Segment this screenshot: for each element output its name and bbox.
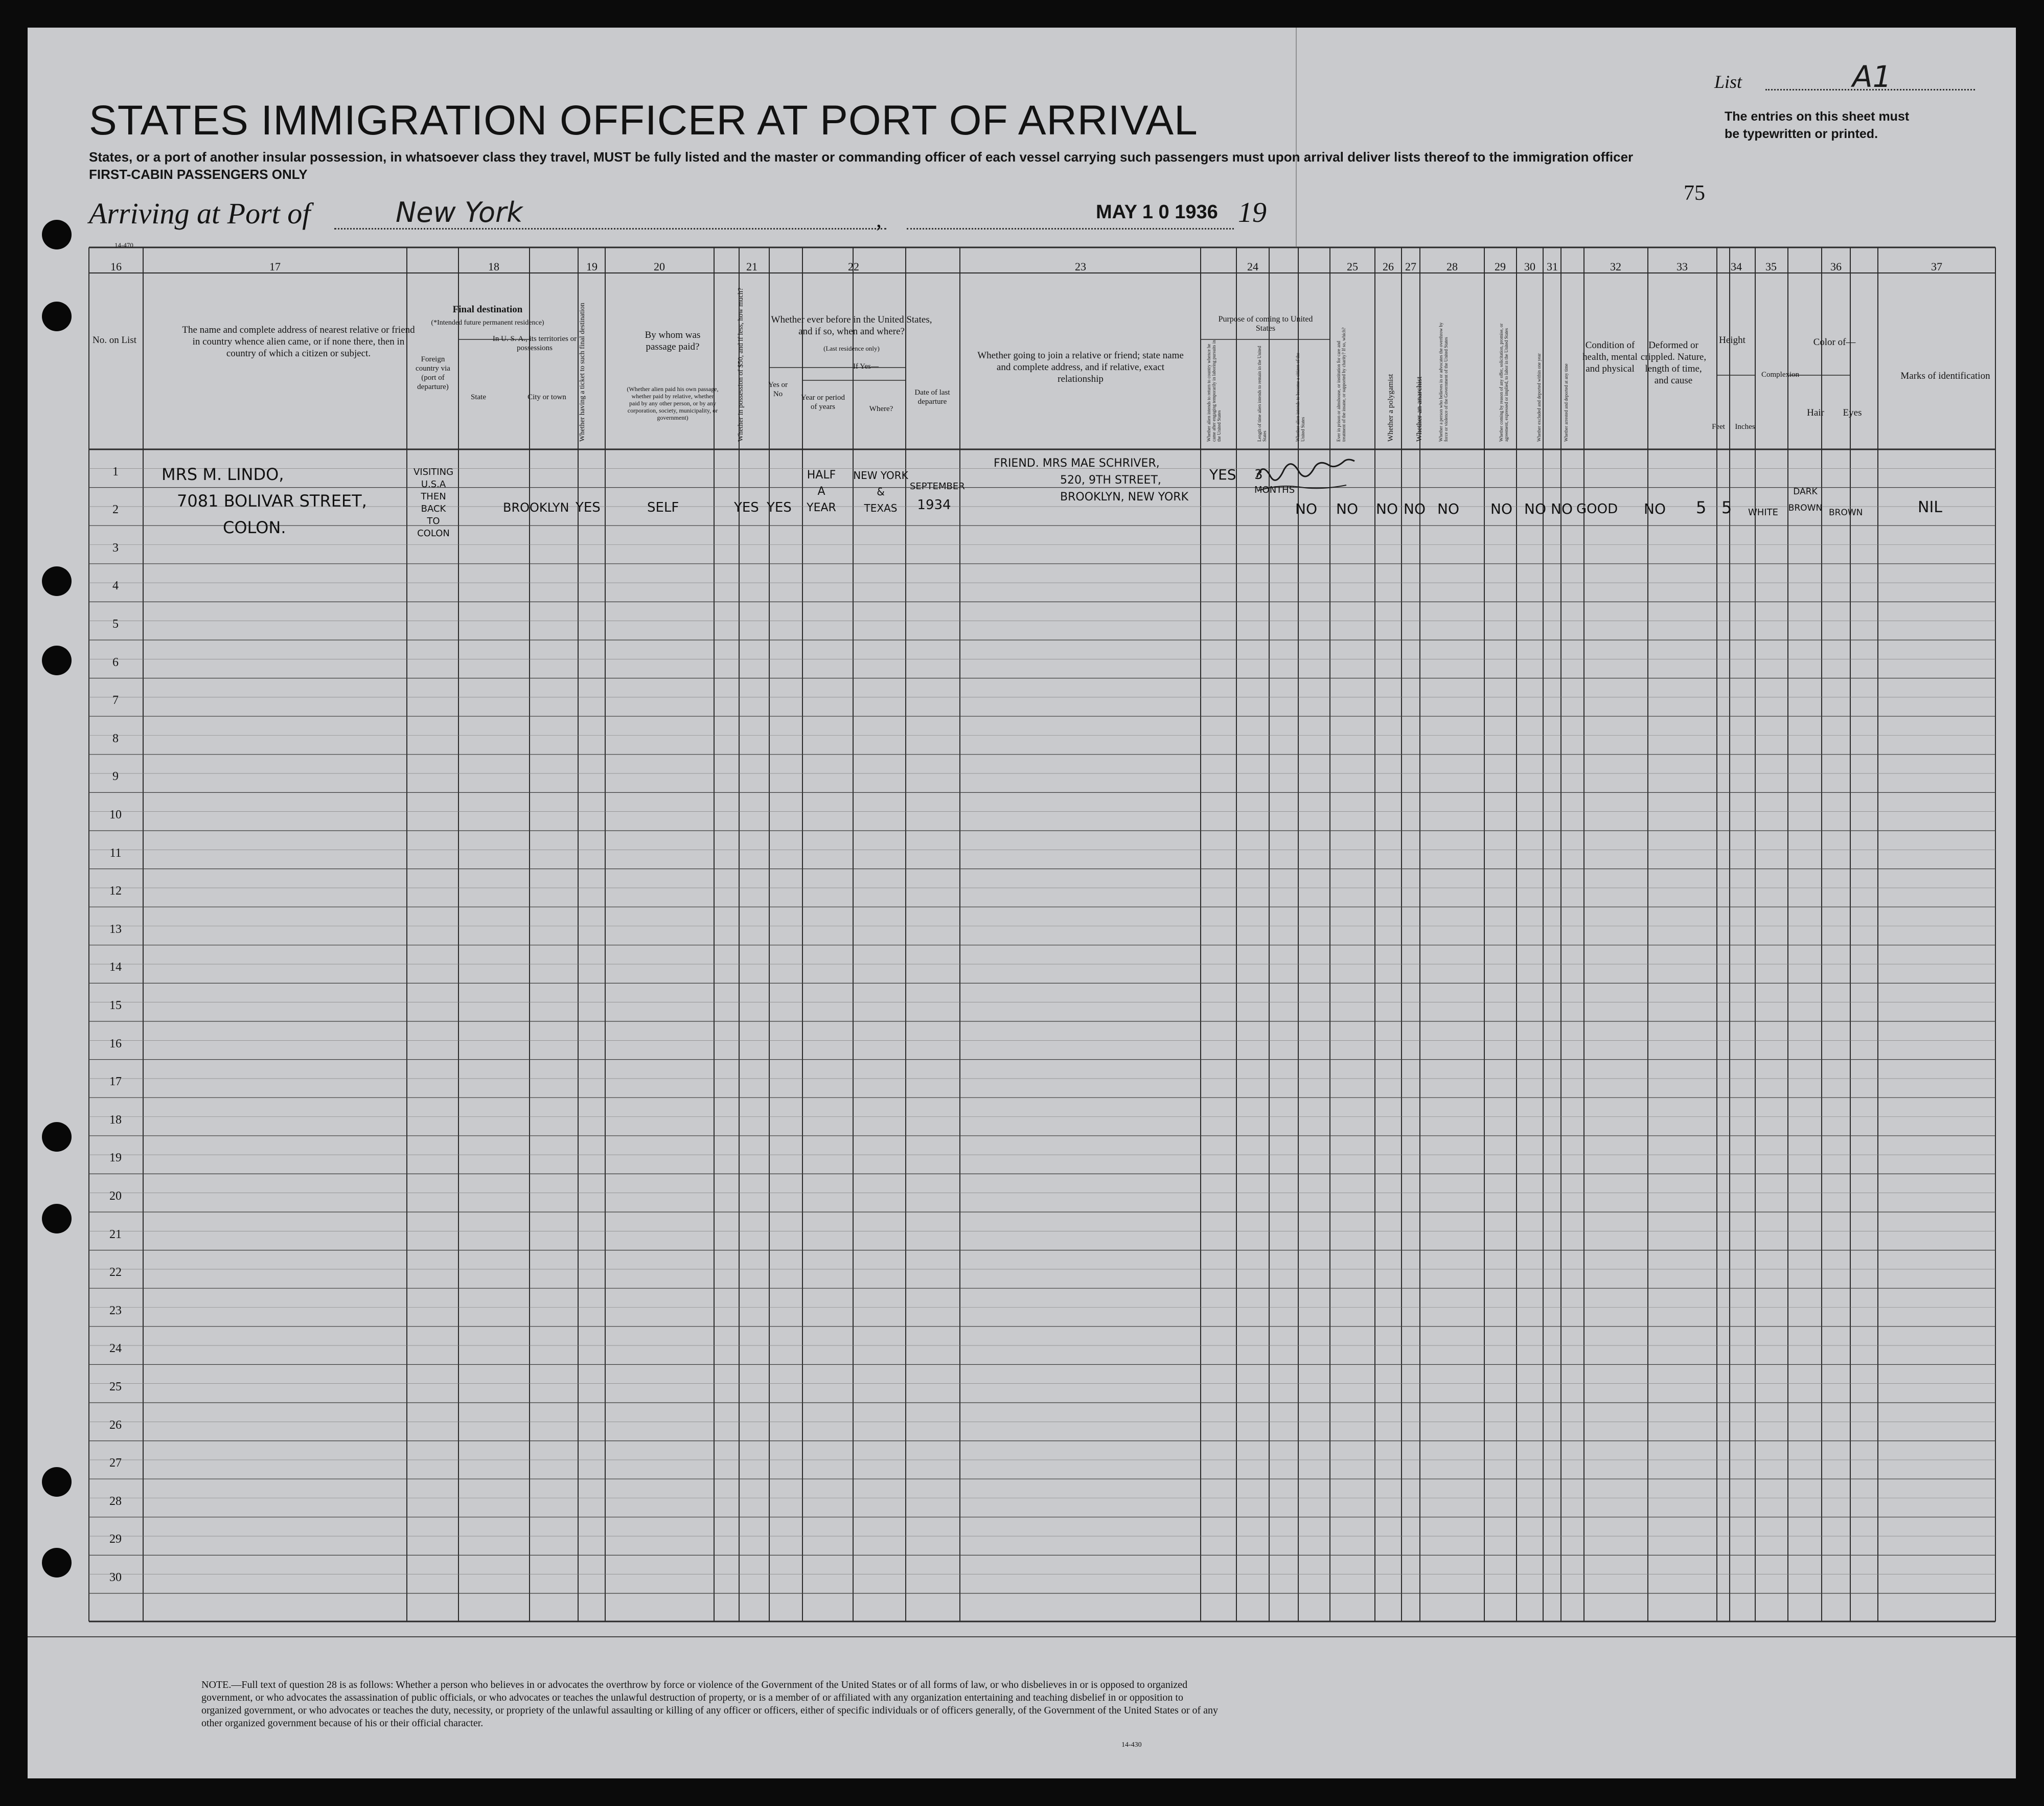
header-ticket: Whether having a ticket to such final destination xyxy=(579,303,586,442)
entry-hair-line-2: BROWN xyxy=(1788,503,1823,513)
column-number: 30 xyxy=(1524,260,1535,273)
page-title: STATES IMMIGRATION OFFICER AT PORT OF ARRIVAL xyxy=(89,97,1198,144)
header-eyes: Eyes xyxy=(1843,407,1862,418)
entries-note-line-1: The entries on this sheet must xyxy=(1725,109,1910,124)
list-line xyxy=(1765,89,1975,90)
row-number: 23 xyxy=(109,1304,122,1317)
entry-condition: GOOD xyxy=(1576,501,1618,517)
header-if-yes: If Yes— xyxy=(853,362,879,371)
column-number: 31 xyxy=(1547,260,1558,273)
entry-prison: NO xyxy=(1336,500,1358,517)
column-number: 26 xyxy=(1383,260,1394,273)
header-ever-before: Whether ever before in the United States, and if so, when and where? xyxy=(771,314,932,337)
row-number: 16 xyxy=(109,1037,122,1050)
row-number: 28 xyxy=(109,1494,122,1508)
row-number: 19 xyxy=(109,1151,122,1165)
row-number: 13 xyxy=(109,922,122,936)
port-value: New York xyxy=(396,196,523,228)
entry-paid-by: SELF xyxy=(647,500,679,515)
row-number: 8 xyxy=(112,731,119,745)
table-grid xyxy=(28,28,2016,1778)
row-number: 29 xyxy=(109,1533,122,1546)
header-inches: Inches xyxy=(1735,423,1755,431)
date-stamp: MAY 1 0 1936 xyxy=(1096,201,1218,223)
entry-foreign-line-5: TO xyxy=(427,516,440,527)
header-complexion: Complexion xyxy=(1761,371,1800,379)
header-last-residence: (Last residence only) xyxy=(823,345,880,352)
punch-hole xyxy=(42,1548,72,1578)
header-in-usa: In U. S. A., its territories or possessions xyxy=(492,335,577,352)
row-number: 18 xyxy=(109,1113,122,1127)
column-number: 33 xyxy=(1676,260,1688,273)
entry-relative-line-1: MRS M. LINDO, xyxy=(162,465,284,484)
header-purpose-citizen: Whether alien intends to become a citizen of the United States xyxy=(1295,353,1305,442)
header-marks: Marks of identification xyxy=(1900,371,1990,381)
entry-joining-line-2: 520, 9TH STREET, xyxy=(1060,474,1161,487)
entry-foreign-line-6: COLON xyxy=(417,528,450,539)
entry-city: BROOKLYN xyxy=(503,500,569,515)
header-prison: Ever in prison or almshouse, or institution for care and treatment of the insane, or supported by charity? If so, which? xyxy=(1336,327,1346,442)
row-number: 17 xyxy=(109,1075,122,1089)
entry-inches: 5 xyxy=(1721,498,1732,517)
header-final-destination-note: (*Intended future permanent residence) xyxy=(431,319,544,327)
entry-anarchist: NO xyxy=(1404,500,1426,517)
row-number: 22 xyxy=(109,1266,122,1279)
entry-where-line-3: TEXAS xyxy=(864,502,898,514)
header-by-whom-paid: By whom was passage paid? xyxy=(645,330,701,352)
entry-foreign-line-1: VISITING xyxy=(413,467,454,477)
punch-hole xyxy=(42,566,72,596)
header-condition: Condition of health, mental and physical xyxy=(1582,340,1638,374)
punch-hole xyxy=(42,302,72,331)
column-number: 37 xyxy=(1931,260,1942,273)
first-cabin-label: FIRST-CABIN PASSENGERS ONLY xyxy=(89,167,308,182)
entry-ever-before: YES xyxy=(767,500,792,515)
punch-hole xyxy=(42,646,72,675)
header-q29: Whether coming by reason of any offer, solicitation, promise, or agreement, expressed or implied, to labor in the United States xyxy=(1499,323,1509,442)
column-number: 18 xyxy=(488,260,499,273)
header-date-departure: Date of last departure xyxy=(914,388,950,406)
entry-relative xyxy=(162,461,367,541)
row-number: 24 xyxy=(109,1342,122,1356)
entry-deformed: NO xyxy=(1644,500,1666,517)
entry-foreign-line-2: U.S.A xyxy=(421,479,446,490)
entry-joining-line-1: FRIEND. MRS MAE SCHRIVER, xyxy=(994,457,1160,470)
column-number: 35 xyxy=(1765,260,1777,273)
header-polygamist: Whether a polygamist xyxy=(1387,374,1395,442)
entry-intend-citizen: NO xyxy=(1295,500,1317,517)
entry-eyes: BROWN xyxy=(1829,508,1863,518)
header-possession-50: Whether in possession of $50, and if less, how much? xyxy=(737,287,745,442)
header-foreign-country: Foreign country via (port of departure) xyxy=(416,355,450,391)
header-joining: Whether going to join a relative or friend; state name and complete address, and if relative, exact relationship xyxy=(977,350,1184,384)
entry-relative-line-3: COLON. xyxy=(223,518,286,537)
row-number: 20 xyxy=(109,1190,122,1203)
column-number: 34 xyxy=(1731,260,1742,273)
entry-foreign-line-3: THEN xyxy=(421,491,446,502)
entry-ticket: YES xyxy=(576,500,601,515)
row-number: 5 xyxy=(112,618,119,631)
header-hair: Hair xyxy=(1807,407,1824,418)
header-purpose-return: Whether alien intends to return to country whence he came after engaging temporarily in laboring pursuits in the United States xyxy=(1206,340,1222,442)
list-label: List xyxy=(1714,72,1742,92)
row-number: 30 xyxy=(109,1571,122,1584)
header-purpose-length: Length of time alien intends to remain in the United States xyxy=(1257,346,1267,442)
header-period-years: Year or period of years xyxy=(801,394,845,411)
column-number: 16 xyxy=(110,260,122,273)
arriving-label: Arriving at Port of xyxy=(89,197,311,230)
entries-note-line-2: be typewritten or printed. xyxy=(1725,127,1878,141)
header-q28: Whether a person who believes in or advocates the overthrow by force or violence of the Government of the United States xyxy=(1438,322,1449,442)
subtitle: States, or a port of another insular possession, in whatsoever class they travel, MUST be fully listed and the master or commanding officer of each vessel carrying such passengers must upon arrival deliver lists thereof to the immigration officer xyxy=(89,149,1634,165)
entry-q28: NO xyxy=(1437,500,1459,517)
row-number: 26 xyxy=(109,1418,122,1432)
entry-foreign-line-4: BACK xyxy=(421,504,446,514)
date-line xyxy=(907,228,1234,230)
punch-hole xyxy=(42,1122,72,1152)
entry-relative-line-2: 7081 BOLIVAR STREET, xyxy=(177,491,367,511)
entry-where-line-2: & xyxy=(877,486,885,498)
punch-hole xyxy=(42,1204,72,1233)
entry-date-line-1: SEPTEMBER xyxy=(910,481,965,492)
entry-length-line-1: 3 xyxy=(1254,467,1263,483)
comma-1: , xyxy=(876,207,882,232)
header-feet: Feet xyxy=(1712,423,1725,431)
entry-polygamist: NO xyxy=(1376,500,1398,517)
year-prefix: 19 xyxy=(1238,197,1267,228)
row-number: 27 xyxy=(109,1456,122,1470)
entry-date-departure xyxy=(910,477,965,514)
header-city: City or town xyxy=(527,393,566,401)
column-number: 36 xyxy=(1830,260,1842,273)
row-number: 4 xyxy=(112,579,119,593)
form-number-top: 14-470 xyxy=(114,241,133,249)
header-state: State xyxy=(471,393,486,401)
row-number: 6 xyxy=(112,655,119,669)
entry-period-line-1: HALF xyxy=(807,469,836,482)
entry-q31: NO xyxy=(1551,500,1573,517)
entry-period-line-2: A xyxy=(817,485,825,498)
row-number: 9 xyxy=(112,770,119,784)
column-number: 17 xyxy=(269,260,281,273)
row-number: 11 xyxy=(109,846,122,860)
row-number: 12 xyxy=(109,884,122,898)
entry-length-line-2: MONTHS xyxy=(1254,485,1295,495)
row-number: 25 xyxy=(109,1380,122,1393)
entry-length-of-stay xyxy=(1254,467,1295,498)
column-number: 27 xyxy=(1405,260,1416,273)
column-number: 20 xyxy=(654,260,665,273)
header-relative-address: The name and complete address of nearest relative or friend in country whence alien came, or if none there, then in country of which a citizen or subject. xyxy=(182,325,415,359)
entry-period-line-3: YEAR xyxy=(807,501,836,514)
entry-complexion: WHITE xyxy=(1748,507,1779,518)
column-number: 23 xyxy=(1075,260,1086,273)
manifest-sheet xyxy=(28,28,2016,1778)
header-deformed: Deformed or crippled. Nature, length of time, and cause xyxy=(1640,340,1707,386)
header-purpose: Purpose of coming to United States xyxy=(1218,315,1313,333)
column-number: 25 xyxy=(1347,260,1358,273)
column-number: 19 xyxy=(586,260,598,273)
list-value: A1 xyxy=(1852,59,1892,94)
entry-period xyxy=(806,467,837,516)
entry-where xyxy=(853,467,909,516)
entry-q30: NO xyxy=(1524,500,1546,517)
header-height: Height xyxy=(1719,335,1746,346)
entry-q29: NO xyxy=(1490,500,1512,517)
entry-joining xyxy=(994,455,1188,506)
header-q30: Whether excluded and deported within one year xyxy=(1536,353,1542,442)
entry-hair xyxy=(1788,484,1823,516)
entry-possession-50: YES xyxy=(734,500,759,515)
entry-hair-line-1: DARK xyxy=(1793,487,1818,497)
row-number: 7 xyxy=(112,694,119,707)
header-where: Where? xyxy=(869,405,893,413)
punch-hole xyxy=(42,220,72,249)
header-yes-or-no: Yes or No xyxy=(768,381,788,398)
header-by-whom-paid-note: (Whether alien paid his own passage, whether paid by relative, whether paid by any other person, or by any corporation, society, municipality, or government) xyxy=(627,385,719,421)
row-number: 10 xyxy=(109,808,122,821)
entry-marks: NIL xyxy=(1918,498,1943,516)
row-number: 15 xyxy=(109,999,122,1012)
header-final-destination: Final destination xyxy=(452,304,523,315)
column-number: 28 xyxy=(1446,260,1458,273)
footnote: NOTE.—Full text of question 28 is as follows: Whether a person who believes in or advocates the overthrow by force or violence of the Government of the United States or of all forms of law, or who disbelieves in or is opposed to organized government, or who advocates the assassination of public officials, or who advocates or teaches the unlawful destruction of property, or is a member of or affiliated with any organization entertaining and teaching disbelief in or opposition to organized government, or who advocates or teaches the duty, necessity, or propriety of the unlawful assaulting or killing of any officer or officers, either of specific individuals or of officers generally, of the Government of the United States or of any other organized government because of his or their official character. xyxy=(201,1679,1219,1729)
column-number: 29 xyxy=(1495,260,1506,273)
row-number: 3 xyxy=(112,541,119,555)
row-number: 1 xyxy=(112,465,119,478)
row-number: 2 xyxy=(112,503,119,517)
entry-foreign-country xyxy=(410,466,457,540)
column-number: 32 xyxy=(1610,260,1621,273)
entry-purpose-return: YES xyxy=(1209,466,1236,483)
column-number: 24 xyxy=(1247,260,1258,273)
form-number-bottom: 14-430 xyxy=(1121,1741,1142,1749)
entry-joining-line-3: BROOKLYN, NEW YORK xyxy=(1060,491,1189,504)
header-q31: Whether arrested and deported at any time xyxy=(1564,363,1569,442)
header-anarchist: Whether an anarchist xyxy=(1415,376,1423,442)
entry-feet: 5 xyxy=(1696,498,1707,517)
header-color-of: Color of— xyxy=(1813,337,1856,348)
header-no-on-list: No. on List xyxy=(92,335,137,346)
row-number: 14 xyxy=(109,961,122,974)
entry-date-line-2: 1934 xyxy=(917,497,951,513)
column-number: 22 xyxy=(848,260,859,273)
column-number: 21 xyxy=(746,260,757,273)
row-number: 21 xyxy=(109,1227,122,1241)
punch-hole xyxy=(42,1467,72,1497)
page-number: 75 xyxy=(1684,181,1705,205)
entry-where-line-1: NEW YORK xyxy=(853,469,908,482)
